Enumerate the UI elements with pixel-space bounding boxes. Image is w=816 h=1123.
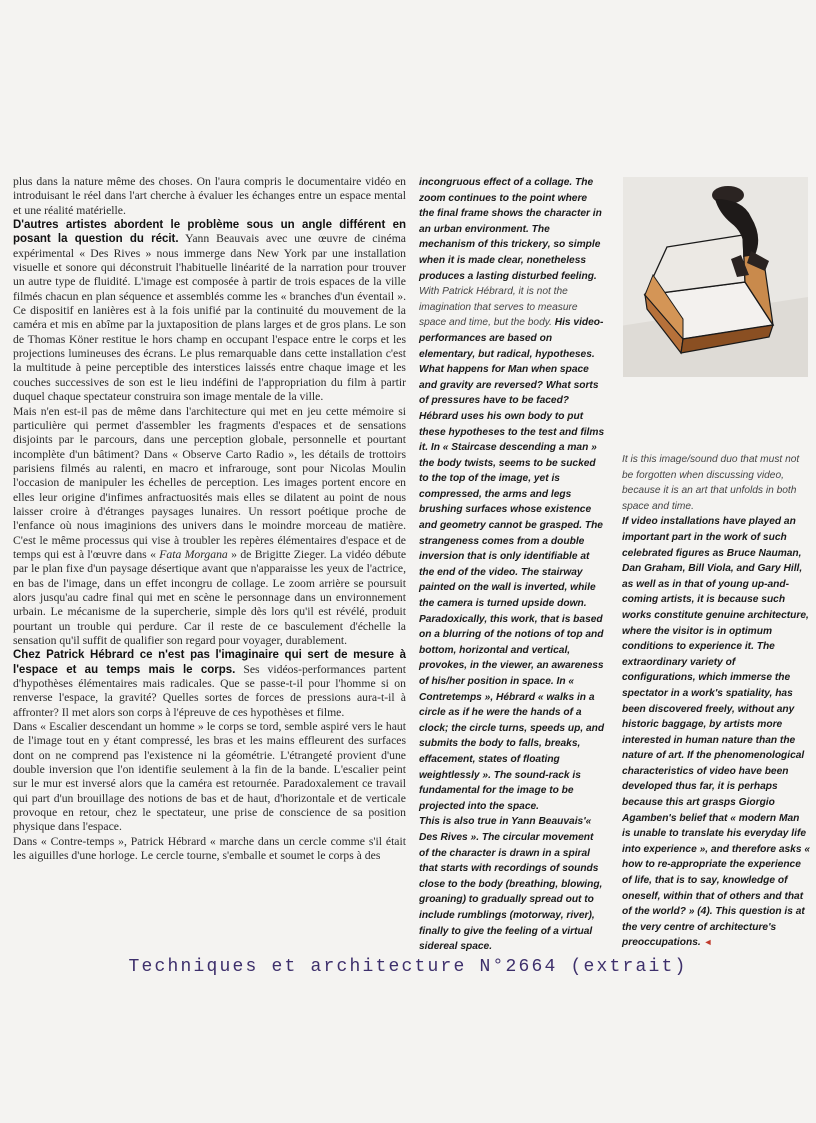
french-body-3a: Mais n'en est-il pas de même dans l'architecture qui met en jeu cette mémoire si particulière qui permet d'assembler les fragments d'espaces et de sensations disjoints par le parcours, dans une perception globale, personnelle et pourtant incomplète d'un bâtiment? Dans « Observe Carto Radio », les détails de trottoirs parisiens filmés au ralenti, en macro et infrarouge, sont pour Nicolas Moulin l'occasion de manipuler les échelles de perception. Les images portent encore en elles leur origine d'infimes anfractuosités mais elles se dilatent au point de nous laisser croire à d'étranges paysages lunaires. Un ressort poétique proche de l'enfance où nous imaginions des univers dans le moindre morceau de matière. C'est le même processus qui vise à troubler les repères élémentaires d'espace et de temps qui est à l'œuvre dans « — [13, 404, 406, 561]
french-body-4: Ses vidéos-performances partent d'hypothèses élémentaires mais radicales. Que se passe-t-il pour l'homme si on renverse l'espace, la gravité? Quelles sortes de forces de pressions aura-t-il à affronter? Il met alors son corps à l'épreuve de ces hypothèses et filme. — [13, 662, 406, 719]
french-paragraph-3 — [13, 405, 406, 649]
english-paragraph-1 — [419, 175, 605, 284]
french-paragraph-6: Dans « Contre-temps », Patrick Hébrard « marche dans un cercle comme s'il était les aiguilles d'une horloge. Le cercle tourne, s'emballe et soumet le corps à des — [13, 834, 406, 863]
french-column — [13, 175, 406, 864]
english-intro-2: With Patrick Hébrard, it is not the imagination that serves to measure space and time, but the body. — [419, 286, 578, 329]
french-paragraph-4 — [13, 648, 406, 720]
french-body-3b: » de Brigitte Zieger. La vidéo débute par le plan fixe d'un paysage désertique avant que n'apparaisse les yeux de l'actrice, en bas de l'image, dans un effet incongru de collage. Le zoom arrière se poursuit alors jusqu'au cadre final qui met en scène le personnage dans un environnement urbain. Le mécanisme de la supercherie, simple dès lors qu'il est révélé, produit pourtant un trouble qui perdure. Car il reste de ce basculement d'échelle la sensation qu'il suffit de qualifier son regard pour voyager, durablement. — [13, 547, 407, 647]
french-paragraph-1: plus dans la nature même des choses. On l'aura compris le documentaire vidéo en introduisant le réel dans l'art cherche à évaluer les échanges entre un espace mental et une réalité matérielle. — [13, 175, 406, 217]
staircase-figure-image — [623, 177, 808, 377]
artwork-photo — [623, 177, 808, 377]
french-lead-4: Chez Patrick Hébrard ce n'est pas l'imaginaire qui sert de mesure à l'espace et au temps mais le corps. — [13, 649, 406, 676]
french-paragraph-5: Dans « Escalier descendant un homme » le corps se tord, semble aspiré vers le haut de l'image tout en y étant compressé, les bras et les mains effleurent des surfaces dont on ne comprend pas l'existence ni la géométrie. L'étrangeté provient d'une double inversion que l'on identifie seulement à la fin de la bande. L'escalier peint sur le mur est inversé alors que la caméra est retournée. Paradoxalement ce travail qui part d'un brouillage des notions de bas et de haut, d'horizontale et de verticale provoque en retour, chez le spectateur, une prise de conscience de sa position physique dans l'espace. — [13, 720, 406, 834]
english-paragraph-3 — [419, 814, 605, 954]
english-column-1 — [419, 175, 605, 955]
english-body-2: His video-performances are based on elementary, but radical, hypotheses. What happens for Man when space and gravity are reversed? What sorts of pressures have to be faced? Hébrard uses his own body to put these hypotheses to the test and films it. In « Staircase descending a man » the body twists, seems to be sucked to the top of the image, yet is compressed, the arms and legs brushing surfaces whose existence and geometry cannot be grasped. The strangeness comes from a double inversion that is only identifiable at the end of the video. The stairway painted on the wall is inverted, while the camera is turned upside down. Paradoxically, this work, that is based on a blurring of the notions of top and bottom, horizontal and vertical, provokes, in the viewer, an awareness of his/her position in space. In « Contretemps », Hébrard « walks in a circle as if he were the hands of a clock; the circle turns, speeds up, and submits the body to falls, breaks, effacement, states of floating weightlessly ». The sound-rack is fundamental for the image to be projected into the space. — [419, 317, 605, 812]
english-intro-col2: It is this image/sound duo that must not be forgotten when discussing video, because it is an art that unfolds in both space and time. — [622, 454, 800, 512]
french-paragraph-2 — [13, 218, 406, 404]
publication-caption: Techniques et architecture N°2664 (extrait) — [128, 957, 688, 977]
english-body-3: This is also true in Yann Beauvais'« Des Rives ». The circular movement of the character is drawn in a spiral that starts with recordings of sounds close to the body (breathing, blowing, groaning) to gradually spread out to include rumblings (motorway, river), finally to give the feeling of a virtual sidereal space. — [419, 816, 603, 953]
english-body-1: incongruous effect of a collage. The zoom continues to the point where the final frame shows the character in an urban environment. The mechanism of this trickery, so simple when it is made clear, nonetheless produces a lasting disturbed feeling. — [419, 177, 602, 282]
english-column-2 — [622, 452, 810, 951]
french-work-title: Fata Morgana — [159, 547, 228, 561]
english-body-col2-text: If video installations have played an important part in the work of such celebrated figures as Bruce Nauman, Dan Graham, Bill Viola, and Gary Hill, as well as in that of young up-and-coming artists, it is because such works constitute genuine architecture, where the visitor is in optimum conditions to experience it. The extraordinary variety of configurations, which immerse the spectator in a work's spatiality, has been discovered freely, without any historic baggage, by artists more interested in human nature than the nature of art. If the phenomenological characteristics of video have been developed thus far, it is perhaps because this art grasps Giorgio Agamben's belief that « modern Man is unable to translate his everyday life into experience », and therefore asks « how to re-appropriate the experience of life, that is to say, knowledge of oneself, within that of others and that of the world? » (4). This question is at the very centre of architecture's preoccupations. — [622, 516, 810, 949]
english-body-col2 — [622, 514, 810, 951]
french-lead-2: D'autres artistes abordent le problème sous un angle différent en posant la question du récit. — [13, 219, 406, 246]
english-paragraph-2 — [419, 284, 605, 814]
french-body-2: Yann Beauvais avec une œuvre de cinéma expérimental « Des Rives » nous immerge dans New York par une installation visuelle et sonore qui déconstruit l'habituelle linéarité de la narration pour trouver un autre type de fluidité. L'image est composée à partir de trois espaces de la ville filmés chacun en plan séquence et assemblés comme les « branches d'un éventail ». Ce dispositif en lanières est à la fois unifié par la continuité du mouvement de la caméra et mis en abîme par la juxtaposition de plans larges et de gros plans. Le son de Thomas Köner restitue le hors champ en occupant l'espace entre le corps et les projections lumineuses des écrans. Le plus remarquable dans cette installation c'est la multitude à peine perceptible des interstices laissés entre chaque image et les couches successives de son est le lieu indéfini de l'appropriation du film à partir duquel chaque spectateur construira son image mentale de la ville. — [13, 232, 406, 404]
end-mark-icon: ◄ — [703, 937, 713, 948]
